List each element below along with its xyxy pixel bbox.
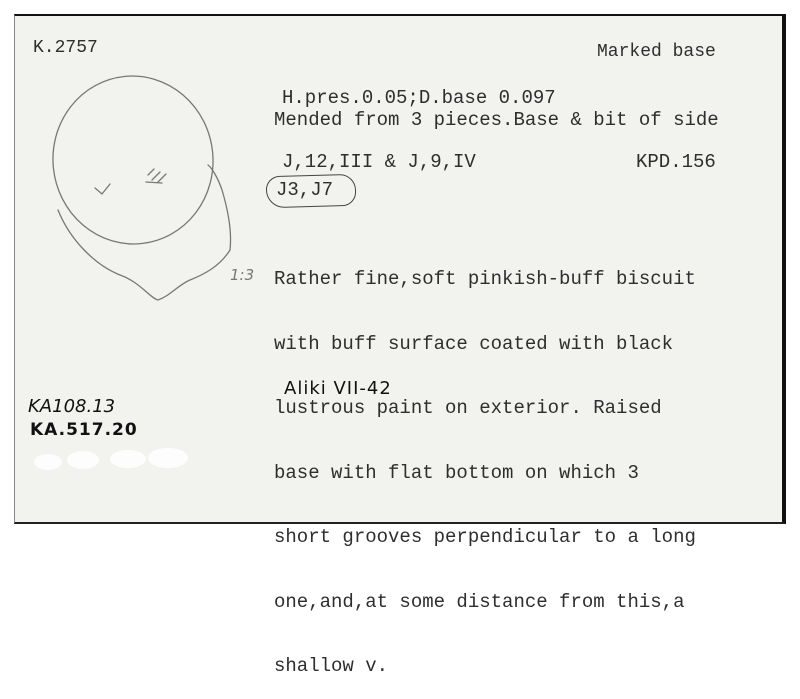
groove-marks [146,169,166,183]
base-outline [45,70,222,252]
description [274,226,696,699]
circled-refs: J3,J7 [276,179,334,201]
kpd-reference: KPD.156 [636,151,716,173]
description-line: one,and,at some distance from this,a [274,590,685,613]
groove-v-mark [95,184,110,194]
category-label: Marked base [597,42,716,62]
description-line: shallow v. [274,655,389,677]
description-line: lustrous paint on exterior. Raised [274,397,662,419]
scale-note: 1:3 [230,266,255,284]
inventory-number-2: KA.517.20 [30,420,138,440]
site-date-note: Aliki VII-42 [284,378,392,399]
base-sketch-drawing [40,70,260,310]
condition: Mended from 3 pieces.Base & bit of side [274,109,719,131]
description-line: base with flat bottom on which 3 [274,461,639,484]
side-fragment-outline [58,165,231,300]
erased-smudge [28,445,198,475]
description-line: with buff surface coated with black [274,332,674,355]
description-line: Rather fine,soft pinkish-buff biscuit [274,268,696,290]
description-line: short grooves perpendicular to a long [274,526,696,548]
find-spots: J,12,III & J,9,IV [282,151,476,173]
catalog-number: K.2757 [33,38,98,58]
dimensions: H.pres.0.05;D.base 0.097 [282,87,556,109]
inventory-number-1: KA108.13 [28,396,116,417]
